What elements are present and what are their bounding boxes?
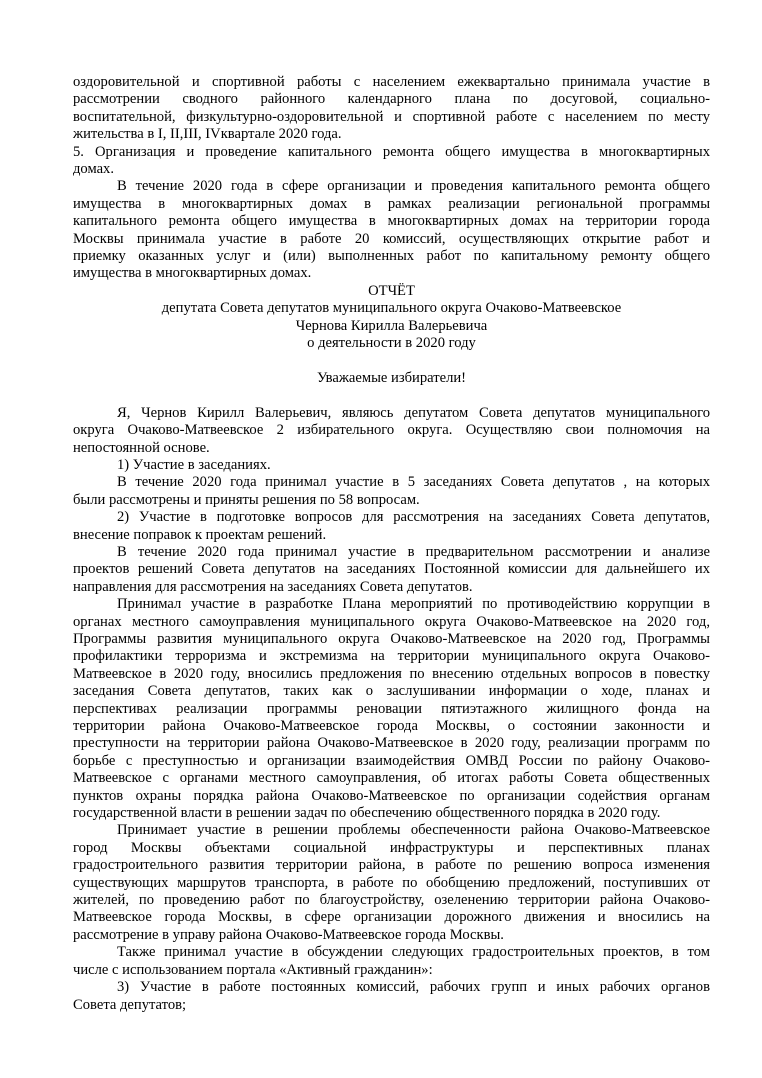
text-line: округа Очаково-Матвеевское 2 избирательного округа. Осуществляю свои полномочия на [73,422,710,439]
text-line: существующих маршрутов транспорта, в работе по обобщению предложений, поступивших от [73,874,710,891]
text-line: город Москвы объектами социальной инфраструктуры и перспективных планах [73,839,710,856]
paragraph-sports-work [73,74,710,144]
text-line: числе с использованием портала «Активный гражданин»: [73,961,433,978]
text-line: имущества в многоквартирных домах в рамках реализации региональной программы [73,195,710,212]
report-period: о деятельности в 2020 году [307,335,476,352]
text-line: Матвеевское с органами местного самоуправления, об итогах работы Совета общественных [73,770,710,787]
report-subtitle: депутата Совета депутатов муниципального округа Очаково-Матвеевское [161,300,622,317]
text-line: непостоянной основе. [73,439,210,456]
paragraph-section-5-heading [73,144,710,179]
text-line: приемку оказанных услуг и (или) выполненных работ по капитальному ремонту общего [73,248,710,265]
report-author: Чернова Кирилла Валерьевича [295,317,488,334]
text-line: внесение поправок к проектам решений. [73,526,327,543]
text-line: Матвеевское города Москвы, в сфере организации дорожного движения и вносились на [73,909,710,926]
text-line: В течение 2020 года в сфере организации и проведения капитального ремонта общего [117,178,710,195]
paragraph-preliminary-review [73,544,710,596]
paragraph-anticorruption-plan [73,596,710,822]
text-line: В течение 2020 года принимал участие в 5 заседаниях Совета депутатов , на которых [117,474,710,491]
text-line: Принимал участие в разработке Плана мероприятий по противодействию коррупции в [117,596,710,613]
text-line: Я, Чернов Кирилл Валерьевич, являюсь депутатом Совета депутатов муниципального [117,404,710,421]
paragraph-intro [73,405,710,457]
list-item-2 [73,509,710,544]
text-line: В течение 2020 года принимал участие в предварительном рассмотрении и анализе [117,543,710,560]
text-line: территории района Очаково-Матвеевское города Москвы, о состоянии законности и [73,718,710,734]
document-page [73,74,710,1014]
text-line: капитального ремонта общего имущества в многоквартирных домах на территории города [73,213,710,230]
text-line: 5. Организация и проведение капитального ремонта общего имущества в многоквартирных [73,143,710,160]
spacer [73,353,710,370]
text-line: жителей, по проведению работ по благоустройству, озеленению территории района Очаково- [73,892,710,909]
text-line: были рассмотрены и приняты решения по 58 вопросам. [73,491,420,508]
text-line: борьбе с преступностью и организации взаимодействия ОМВД России по району Очаково- [73,752,710,769]
text-line: преступности на территории района Очаково-Матвеевское в 2020 году, реализации программ по [73,735,710,752]
text-line: рассмотрение в управу района Очаково-Матвеевское города Москвы. [73,926,504,943]
text-line: оздоровительной и спортивной работы с населением ежеквартально принимала участие в [73,74,710,90]
text-line: Принимает участие в решении проблемы обеспеченности района Очаково-Матвеевское [117,822,710,839]
text-line: жительства в I, II,III, IVквартале 2020 года. [73,126,342,143]
paragraph-infrastructure [73,822,710,944]
list-item-1: 1) Участие в заседаниях. [117,456,271,473]
text-line: градостроительного развития территории района, в работе по решению вопроса изменения [73,857,710,874]
text-line: Также принимал участие в обсуждении следующих градостроительных проектов, в том [117,944,710,961]
text-line: Матвеевское в 2020 году, вносились предложения по внесению отдельных вопросов в повестку [73,665,710,682]
paragraph-urban-projects [73,944,710,979]
text-line: проектов решений Совета депутатов на заседаниях Постоянной комиссии для дальнейшего их [73,561,710,578]
text-line: рассмотрении сводного районного календарного плана по досуговой, социально- [73,91,710,108]
greeting: Уважаемые избиратели! [316,369,467,386]
text-line: органах местного самоуправления муниципального округа Очаково-Матвеевское на 2020 год, [73,613,710,630]
text-line: Москвы принимала участие в работе 20 комиссий, осуществляющих открытие работ и [73,230,710,247]
text-line: воспитательной, физкультурно-оздоровительной и спортивной работе с населением по месту [73,108,710,125]
spacer [73,387,710,404]
text-line: 3) Участие в работе постоянных комиссий, рабочих групп и иных рабочих органов [117,979,710,996]
text-line: заседания Совета депутатов, таких как о заслушивании информации о ходе, планах и [73,683,710,700]
text-line: перспективах реализации программы реновации пятиэтажного жилищного фонда на [73,700,710,717]
text-line: направления для рассмотрения на заседаниях Совета депутатов. [73,578,473,595]
paragraph-capital-repair [73,178,710,282]
report-heading [73,283,710,353]
text-line: профилактики терроризма и экстремизма на территории муниципального округа Очаково- [73,648,710,665]
text-line: Совета депутатов; [73,996,187,1013]
paragraph-meetings [73,474,710,509]
report-title: ОТЧЁТ [368,282,415,299]
text-line: пунктов охраны порядка района Очаково-Матвеевское по организации содействия органам [73,787,710,804]
text-line: 2) Участие в подготовке вопросов для рассмотрения на заседаниях Совета депутатов, [117,509,710,526]
text-line: домах. [73,161,115,178]
text-line: Программы развития муниципального округа Очаково-Матвеевское на 2020 год, Программы [73,630,710,647]
list-item-3 [73,979,710,1014]
text-line: имущества в многоквартирных домах. [73,265,312,282]
text-line: государственной власти в решении задач по обеспечению общественного порядка в 2020 году. [73,805,661,822]
